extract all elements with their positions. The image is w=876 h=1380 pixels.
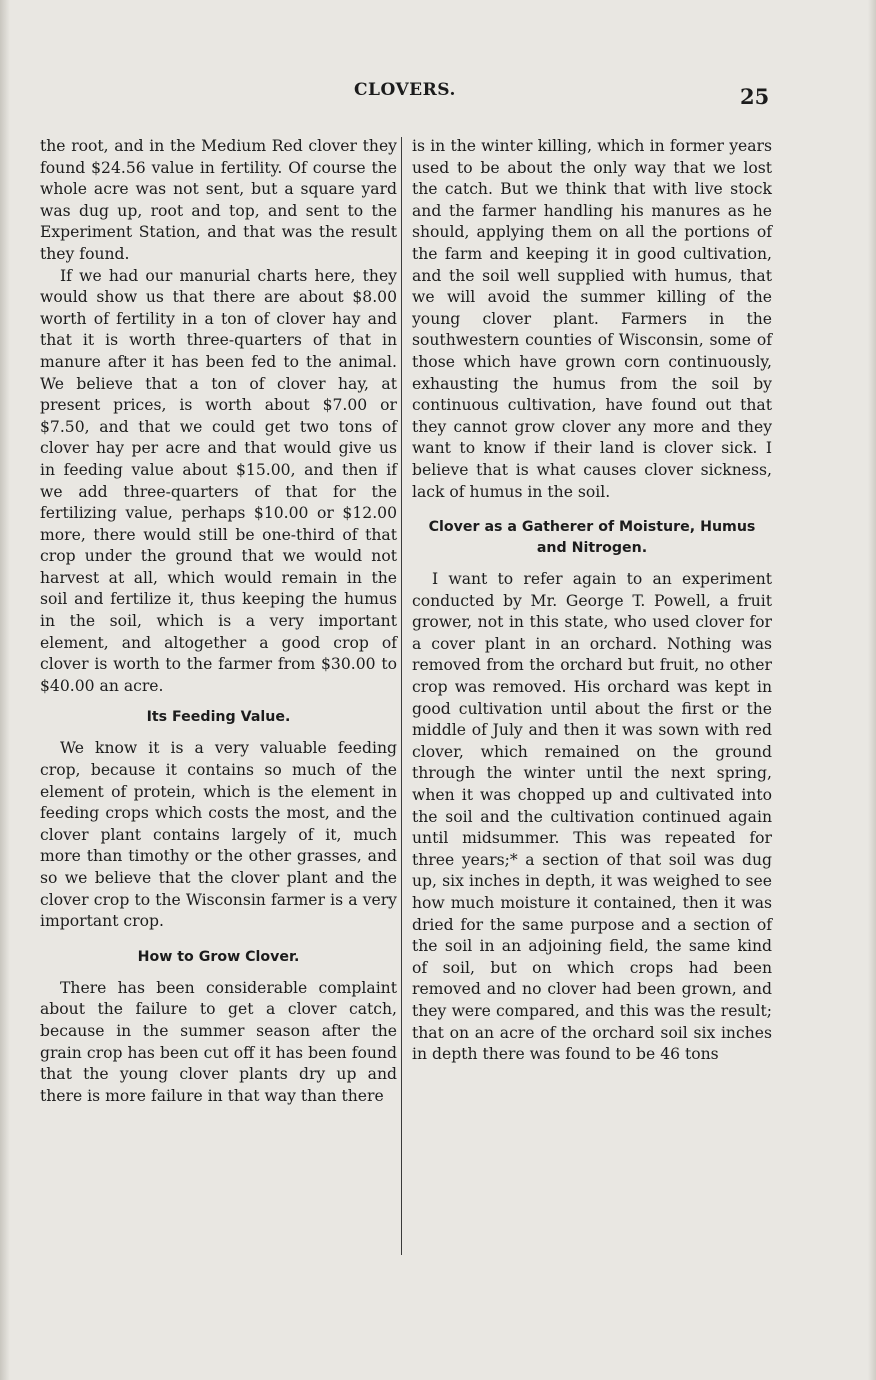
- paragraph: If we had our manurial charts here, they would show us that there are about $8.00 worth of fertility in a ton of clover hay and that it is worth three-quarters of that in manure after it has been fed to the animal. We believe that a ton of clover hay, at present prices, is worth about $7.00 or $7.50, and that we could get two tons of clover hay per acre and that would give us in feeding value about $15.00, and then if we add three-quarters of that for the fertilizing value, perhaps $10.00 or $12.00 more, there would still be one-third of that crop under the ground that we would not harvest at all, which would remain in the soil and fertilize it, thus keeping the humus in the soil, which is a very important element, and altogether a good crop of clover is worth to the farmer from $30.00 to $40.00 an acre.: [40, 266, 397, 695]
- column-divider: [401, 137, 402, 1255]
- page-edge-shadow: [868, 0, 876, 1380]
- page-edge-shadow: [0, 0, 10, 1380]
- running-title: CLOVERS.: [354, 80, 456, 100]
- section-heading: Clover as a Gatherer of Moisture, Humus and Nitrogen.: [428, 519, 756, 557]
- paragraph: There has been considerable complaint about the failure to get a clover catch, because in the summer season after the grain crop has been cut off it has been found that the young clover plants dry up and there is more failure in that way than there: [40, 978, 397, 1105]
- page-number: 25: [740, 84, 770, 109]
- right-column: [412, 136, 772, 1066]
- paragraph: We know it is a very valuable feeding crop, because it contains so much of the element of protein, which is the element in feeding crops which costs the most, and the clover plant contains largely of it, much more than timothy or the other grasses, and so we believe that the clover plant and the clover crop to the Wisconsin farmer is a very important crop.: [40, 739, 397, 931]
- paragraph: is in the winter killing, which in former years used to be about the only way that we lost the catch. But we think that with live stock and the farmer handling his manures as he should, applying them on all the portions of the farm and keeping it in good cultivation, and the soil well supplied with humus, that we will avoid the summer killing of the young clover plant. Farmers in the southwestern counties of Wisconsin, some of those which have grown corn continuously, exhausting the humus from the soil by continuous cultivation, have found out that they cannot grow clover any more and they want to know if their land is clover sick. I believe that is what causes clover sickness, lack of humus in the soil.: [412, 137, 772, 501]
- section-heading: Its Feeding Value.: [146, 709, 291, 726]
- paragraph: I want to refer again to an experiment conducted by Mr. George T. Powell, a fruit grower, not in this state, who used clover for a cover plant in an orchard. Nothing was removed from the orchard but fruit, no other crop was removed. His orchard was kept in good cultivation until about the first or the middle of July and then it was sown with red clover, which remained on the ground through the winter until the next spring, when it was chopped up and cultivated into the soil and the cultivation continued again until midsummer. This was repeated for three years;* a section of that soil was dug up, six inches in depth, it was weighed to see how much moisture it contained, then it was dried for the same purpose and a section of the soil in an adjoining field, the same kind of soil, but on which crops had been removed and no clover had been grown, and they were compared, and this was the result; that on an acre of the orchard soil six inches in depth there was found to be 46 tons: [412, 570, 772, 1064]
- left-column: [40, 136, 397, 1107]
- paragraph: the root, and in the Medium Red clover they found $24.56 value in fertility. Of course the whole acre was not sent, but a square yard was dug up, root and top, and sent to the Experiment Station, and that was the result they found.: [40, 137, 397, 263]
- section-heading: How to Grow Clover.: [137, 948, 300, 965]
